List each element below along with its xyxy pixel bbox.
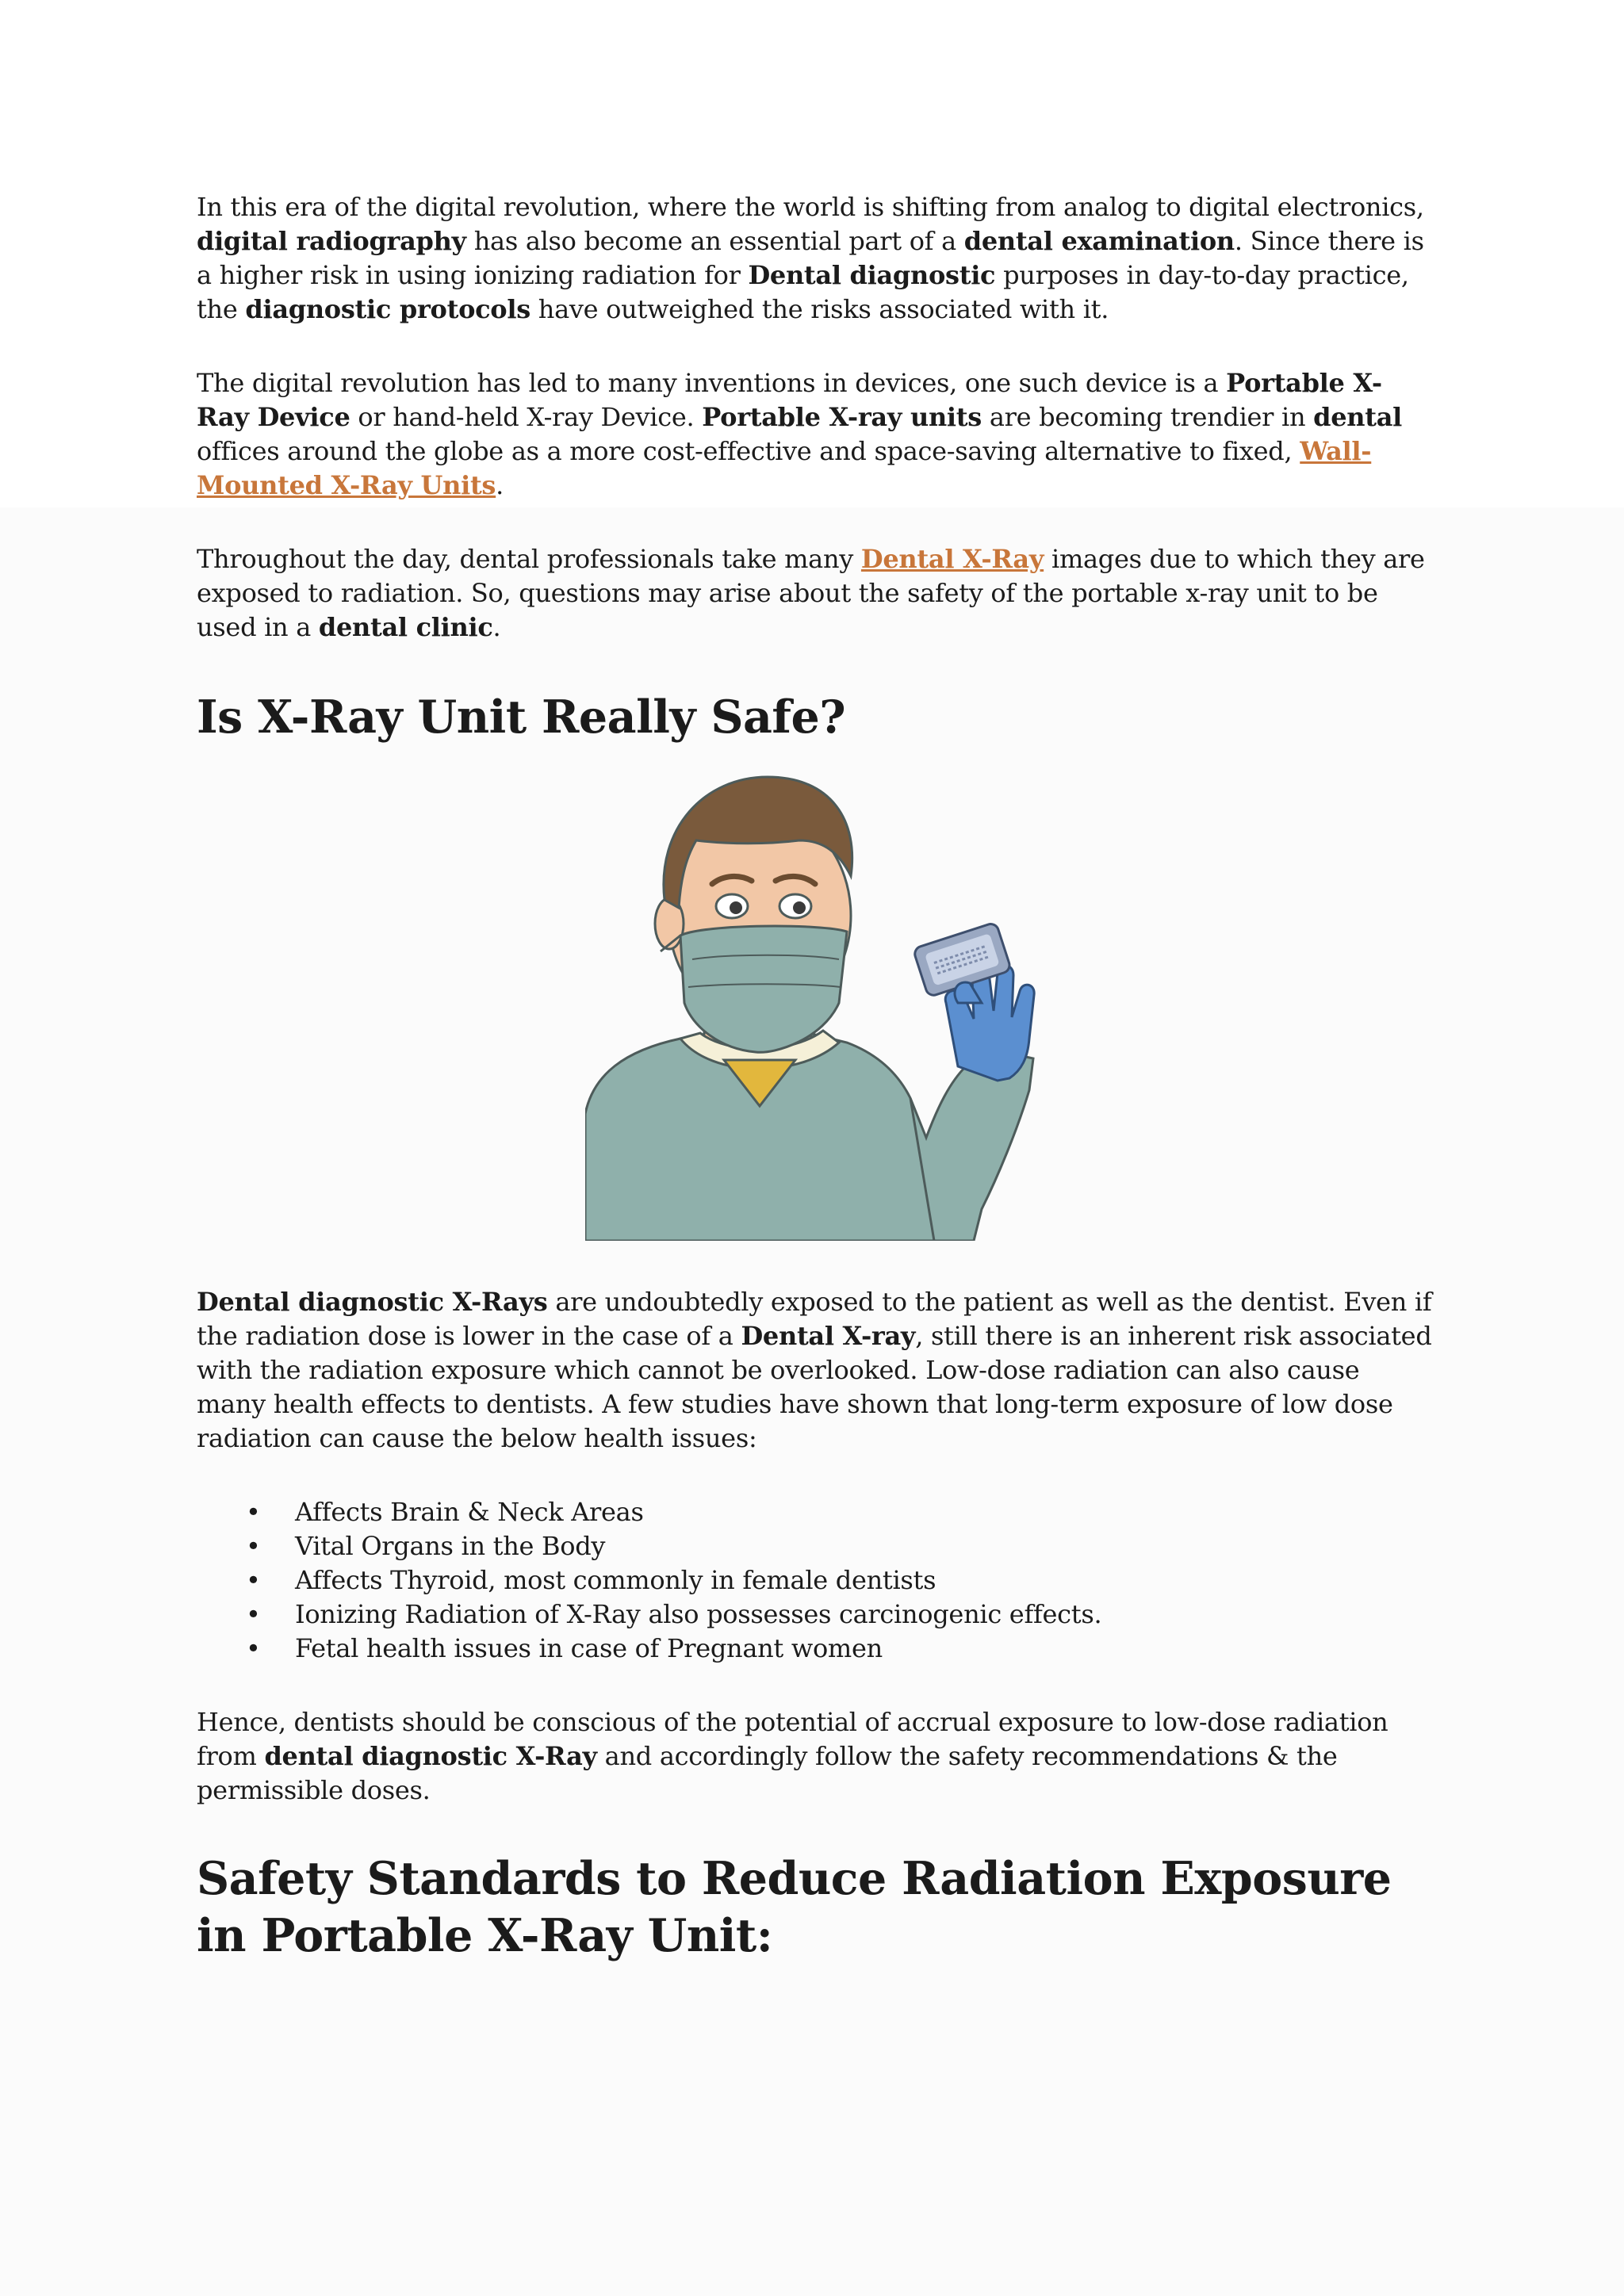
paragraph-text: .: [496, 470, 504, 500]
list-item: • Ionizing Radiation of X-Ray also possesses carcinogenic effects.: [197, 1598, 1434, 1632]
paragraph-text: has also become an essential part of a: [465, 226, 964, 256]
paragraph-text: The digital revolution has led to many inventions in devices, one such device is a: [197, 368, 1227, 398]
body-paragraph-hence: [197, 1705, 1434, 1808]
paragraph-text: Hence, dentists should be conscious of the potential of accrual exposure to low-dose radiation from: [197, 1707, 1388, 1771]
heading-safety-standards: Safety Standards to Reduce Radiation Exposure in Portable X-Ray Unit:: [197, 1852, 1392, 1962]
bullet-icon: •: [246, 1531, 261, 1561]
list-item: • Affects Thyroid, most commonly in female dentists: [197, 1563, 1434, 1598]
bold-text: dental: [1313, 402, 1403, 432]
bullet-icon: •: [246, 1633, 261, 1663]
bold-text: dental diagnostic X-Ray: [264, 1741, 597, 1771]
bold-text: Dental diagnostic X-Rays: [197, 1287, 548, 1317]
bold-text: Dental X-ray: [741, 1321, 916, 1351]
list-item: • Vital Organs in the Body: [197, 1529, 1434, 1563]
paragraph-text: are becoming trendier in: [982, 402, 1314, 432]
inline-link[interactable]: Dental X-Ray: [860, 544, 1044, 574]
paragraph-text: or hand-held X-ray Device.: [350, 402, 703, 432]
health-issues-list: [197, 1495, 1434, 1666]
paragraph-text: . Since there is a higher risk in using ionizing radiation for: [197, 226, 1424, 290]
inline-link[interactable]: Wall-Mounted X-Ray Units: [197, 436, 1372, 500]
paragraph-text: offices around the globe as a more cost-effective and space-saving alternative to fixed,: [197, 436, 1300, 466]
list-item: • Affects Brain & Neck Areas: [197, 1495, 1434, 1529]
bold-text: digital radiography: [197, 226, 466, 256]
paragraph-text: purposes in day-to-day practice, the: [197, 260, 1409, 324]
paragraph-text: and accordingly follow the safety recommendations & the permissible doses.: [197, 1741, 1338, 1805]
bold-text: dental examination: [963, 226, 1235, 256]
paragraph-text: images due to which they are exposed to radiation. So, questions may arise about the safety of the portable x-ray unit to be used in a: [197, 544, 1425, 642]
intro-paragraph-1: [197, 190, 1434, 327]
dentist-holding-xray-film-illustration: [585, 765, 1045, 1241]
bold-text: Portable X-Ray Device: [197, 368, 1382, 432]
bold-text: Portable X-ray units: [702, 402, 982, 432]
paragraph-text: , still there is an inherent risk associated with the radiation exposure which cannot be overlooked. Low-dose radiation can also cause many health effects to dentists. A few studies have shown that long-term exposure of low dose radiation can cause the below health issues:: [197, 1321, 1432, 1453]
paragraph-text: have outweighed the risks associated with it.: [530, 294, 1109, 324]
heading-is-xray-safe: Is X-Ray Unit Really Safe?: [197, 691, 846, 744]
list-item: • Fetal health issues in case of Pregnant women: [197, 1632, 1434, 1666]
illustration-figure: [197, 765, 1434, 1241]
bold-text: dental clinic: [318, 612, 493, 642]
intro-paragraph-3: [197, 542, 1434, 645]
bullet-icon: •: [246, 1565, 261, 1595]
article-content: [197, 190, 1434, 1965]
paragraph-text: In this era of the digital revolution, where the world is shifting from analog to digital electronics,: [197, 192, 1424, 222]
bold-text: Dental diagnostic: [748, 260, 996, 290]
paragraph-text: are undoubtedly exposed to the patient as well as the dentist. Even if the radiation dose is lower in the case of a: [197, 1287, 1432, 1351]
bullet-icon: •: [246, 1497, 261, 1527]
paragraph-text: .: [492, 612, 501, 642]
body-paragraph-risks: [197, 1285, 1434, 1456]
paragraph-text: Throughout the day, dental professionals take many: [197, 544, 861, 574]
intro-paragraph-2: [197, 366, 1434, 503]
bold-text: diagnostic protocols: [245, 294, 530, 324]
bullet-icon: •: [246, 1599, 261, 1629]
